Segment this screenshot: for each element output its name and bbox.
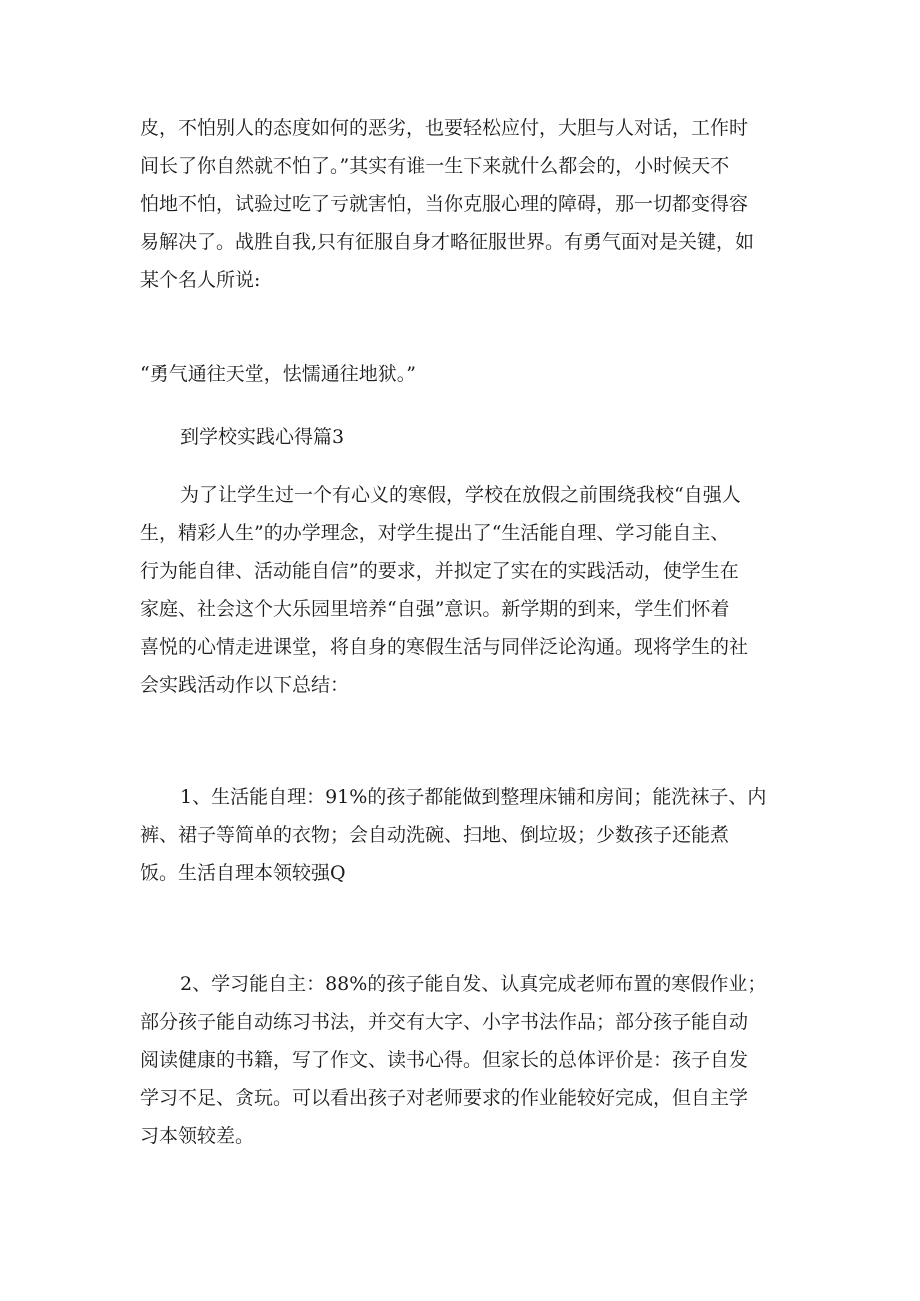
paragraph-line: 间长了你自然就不怕了。”其实有谁一生下来就什么都会的，小时候天不: [140, 155, 730, 177]
paragraph-line: 怕地不怕，试验过吃了亏就害怕，当你克服心理的障碍，那一切都变得容: [140, 193, 749, 215]
item-paragraph-life-skills: [140, 778, 800, 892]
paragraph-line: 喜悦的心情走进课堂，将自身的寒假生活与同伴泛论沟通。现将学生的社: [140, 636, 749, 658]
paragraph-line: 部分孩子能自动练习书法，并交有大字、小字书法作品；部分孩子能自动: [140, 1011, 749, 1033]
paragraph-line: 饭。生活自理本领较强Q: [140, 862, 346, 884]
paragraph-line: 1、生活能自理：91%的孩子都能做到整理床铺和房间；能洗袜子、内: [180, 786, 767, 808]
section-heading: 到学校实践心得篇3: [180, 426, 345, 448]
paragraph-line: 习本领较差。: [140, 1125, 255, 1147]
paragraph-line: 家庭、社会这个大乐园里培养“自强”意识。新学期的到来，学生们怀着: [140, 598, 730, 620]
quote-line: “勇气通往天堂，怯懦通往地狱。”: [140, 363, 416, 385]
intro-paragraph: [140, 476, 800, 704]
continuation-paragraph: [140, 109, 800, 299]
paragraph-line: 某个名人所说:: [140, 269, 261, 291]
paragraph-line: 会实践活动作以下总结：: [140, 674, 350, 696]
paragraph-line: 阅读健康的书籍，写了作文、读书心得。但家长的总体评价是：孩子自发: [140, 1049, 749, 1071]
paragraph-line: 学习不足、贪玩。可以看出孩子对老师要求的作业能较好完成，但自主学: [140, 1087, 749, 1109]
paragraph-line: 易解决了。战胜自我,只有征服自身才略征服世界。有勇气面对是关键，如: [140, 231, 755, 253]
paragraph-line: 皮，不怕别人的态度如何的恶劣，也要轻松应付，大胆与人对话，工作时: [140, 117, 749, 139]
paragraph-line: 生，精彩人生”的办学理念，对学生提出了“生活能自理、学习能自主、: [140, 522, 730, 544]
paragraph-line: 行为能自律、活动能自信”的要求，并拟定了实在的实践活动，使学生在: [140, 560, 739, 582]
paragraph-line: 2、学习能自主：88%的孩子能自发、认真完成老师布置的寒假作业；: [180, 973, 767, 995]
paragraph-line: 裤、裙子等简单的衣物；会自动洗碗、扫地、倒垃圾；少数孩子还能煮: [140, 824, 730, 846]
paragraph-line: 为了让学生过一个有心义的寒假，学校在放假之前围绕我校“自强人: [180, 484, 741, 506]
item-paragraph-self-study: [140, 965, 800, 1155]
